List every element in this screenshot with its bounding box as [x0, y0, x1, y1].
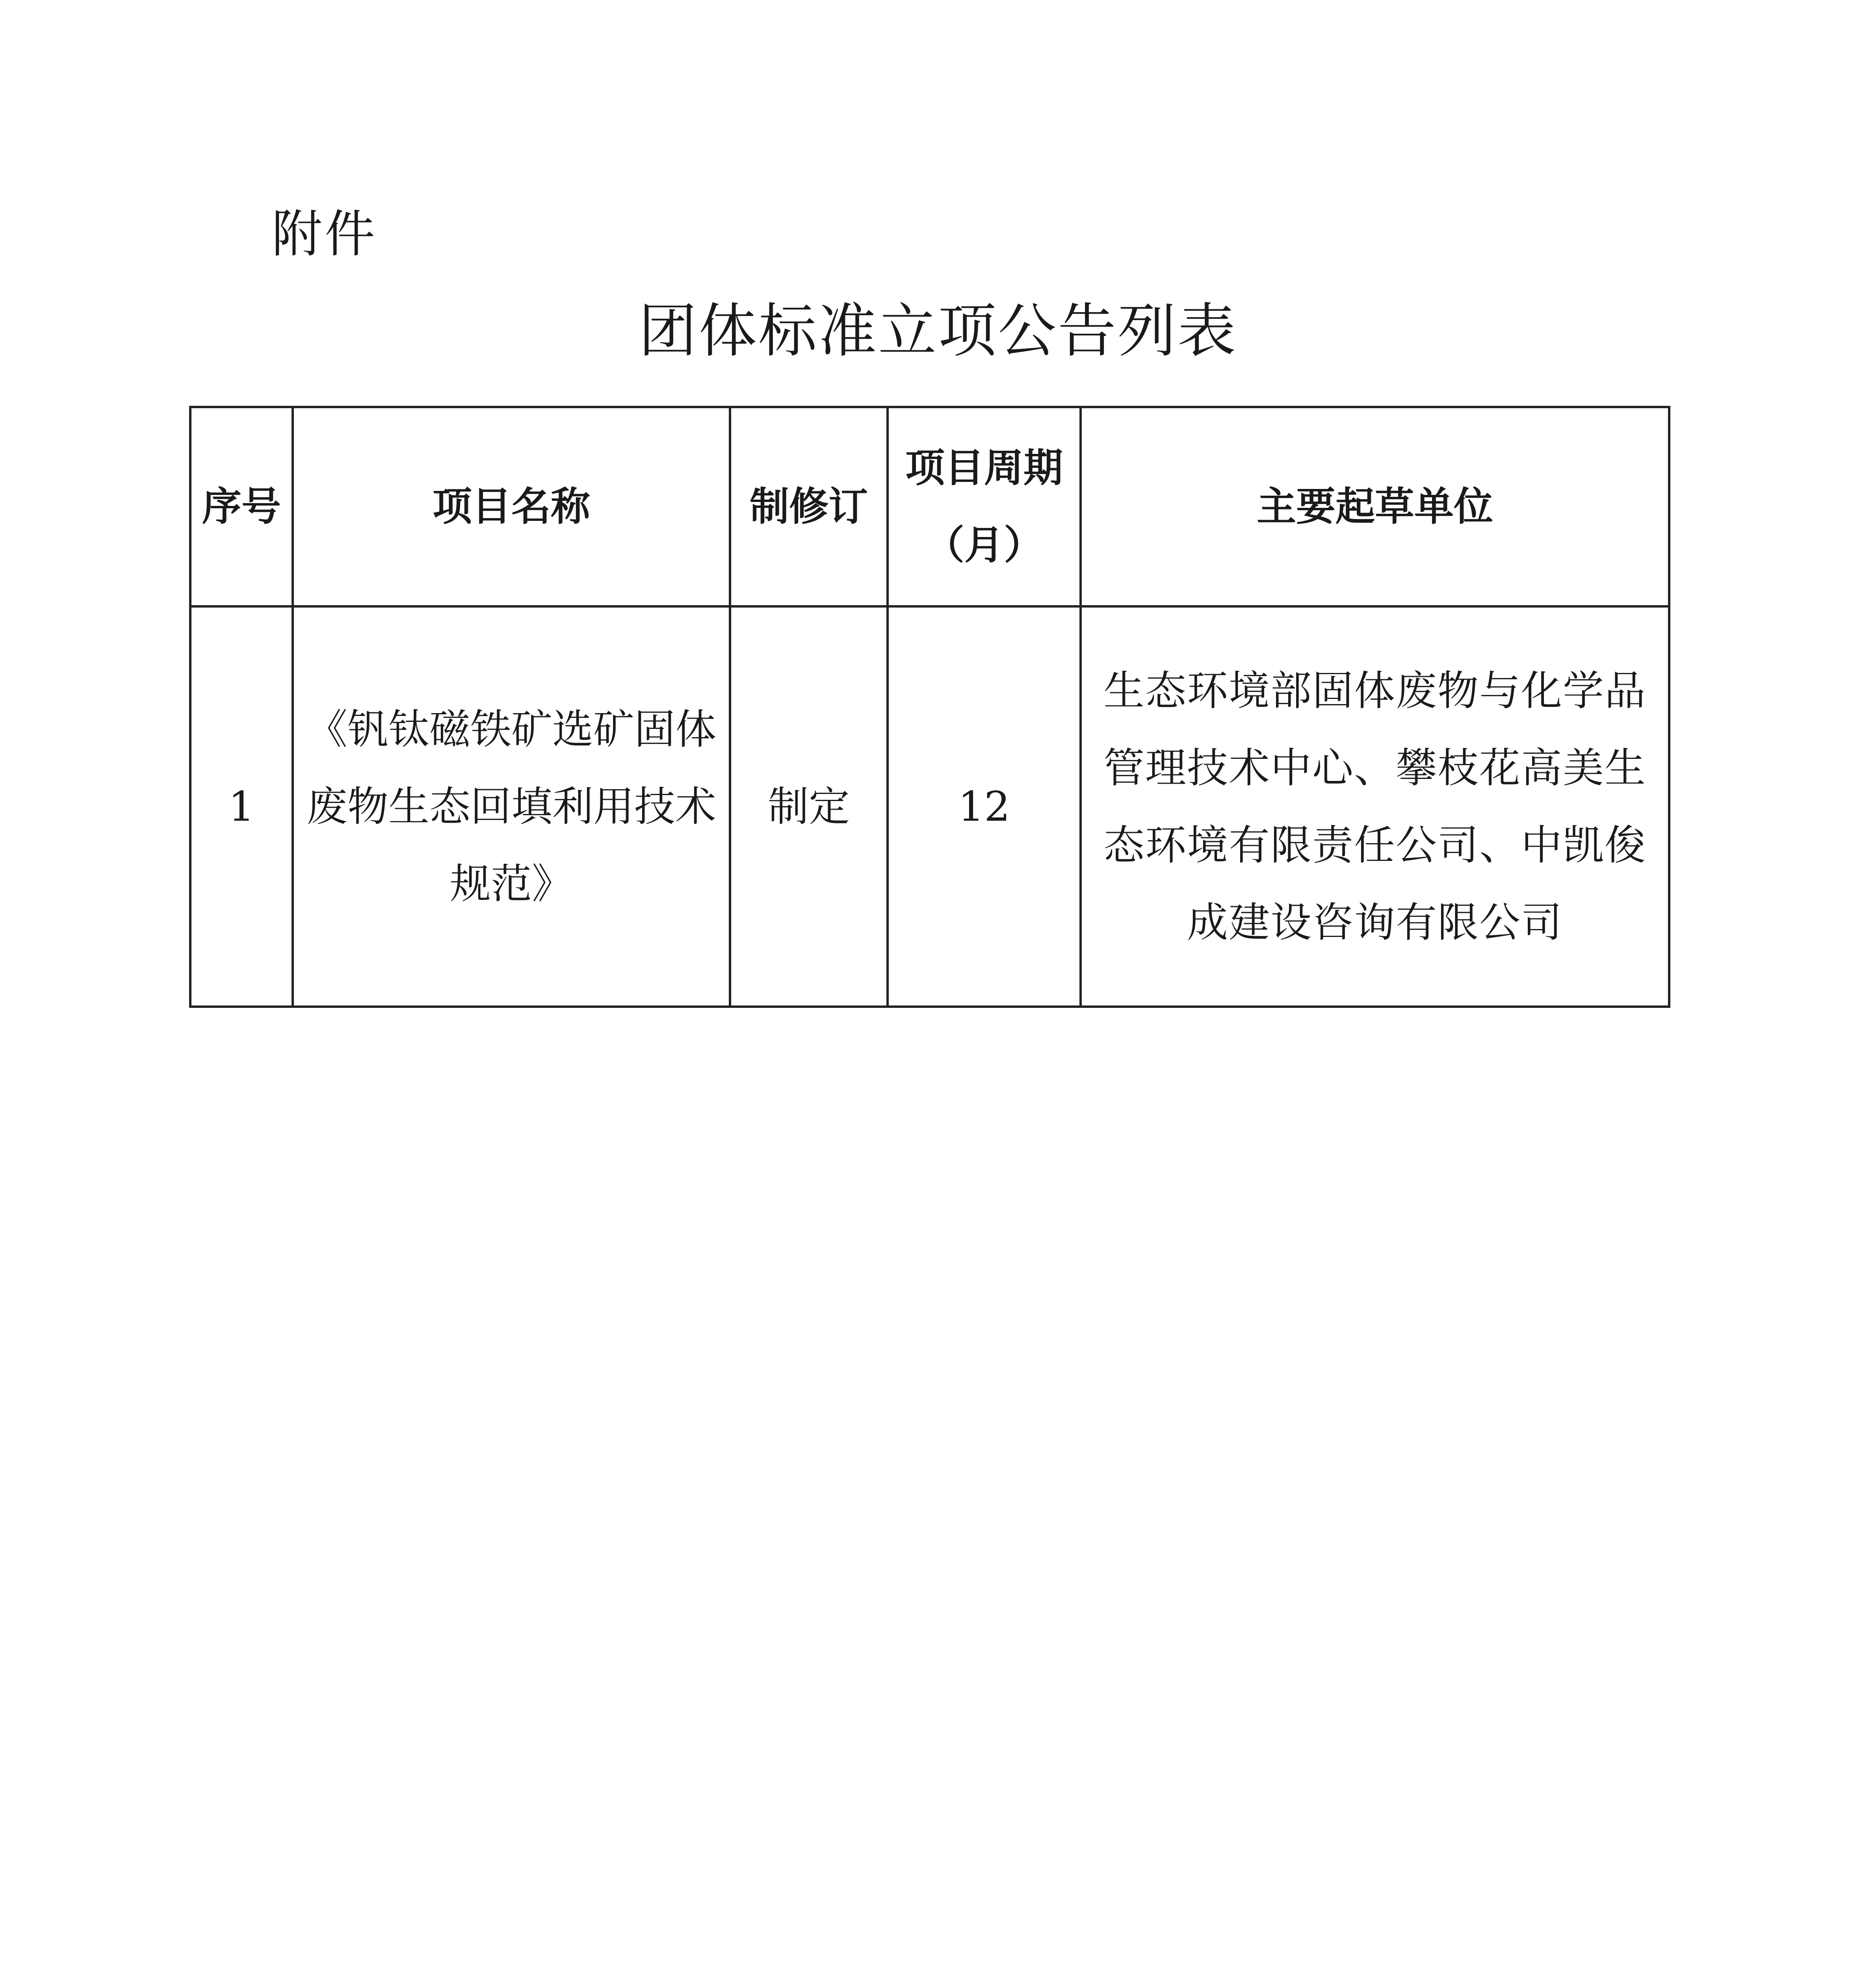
- cell-name: 《钒钛磁铁矿选矿固体废物生态回填利用技术规范》: [293, 606, 730, 1007]
- header-period-line1: 项目周期: [905, 445, 1063, 491]
- header-period-line2: （月）: [925, 522, 1043, 568]
- table-header-row: [190, 407, 1669, 606]
- document-title: 团体标准立项公告列表: [639, 297, 1237, 365]
- cell-seq: 1: [190, 606, 293, 1007]
- table-row: [190, 606, 1669, 1007]
- project-list-table: [189, 406, 1670, 1008]
- attachment-label: 附件: [272, 205, 378, 264]
- header-period: [888, 407, 1081, 606]
- cell-type: 制定: [730, 606, 888, 1007]
- header-name: 项目名称: [293, 407, 730, 606]
- header-type: 制修订: [730, 407, 888, 606]
- header-seq: 序号: [190, 407, 293, 606]
- header-org: 主要起草单位: [1081, 407, 1669, 606]
- cell-org: 生态环境部固体废物与化学品管理技术中心、攀枝花高美生态环境有限责任公司、中凯俊成建设咨询有限公司: [1081, 606, 1669, 1007]
- cell-period: 12: [888, 606, 1081, 1007]
